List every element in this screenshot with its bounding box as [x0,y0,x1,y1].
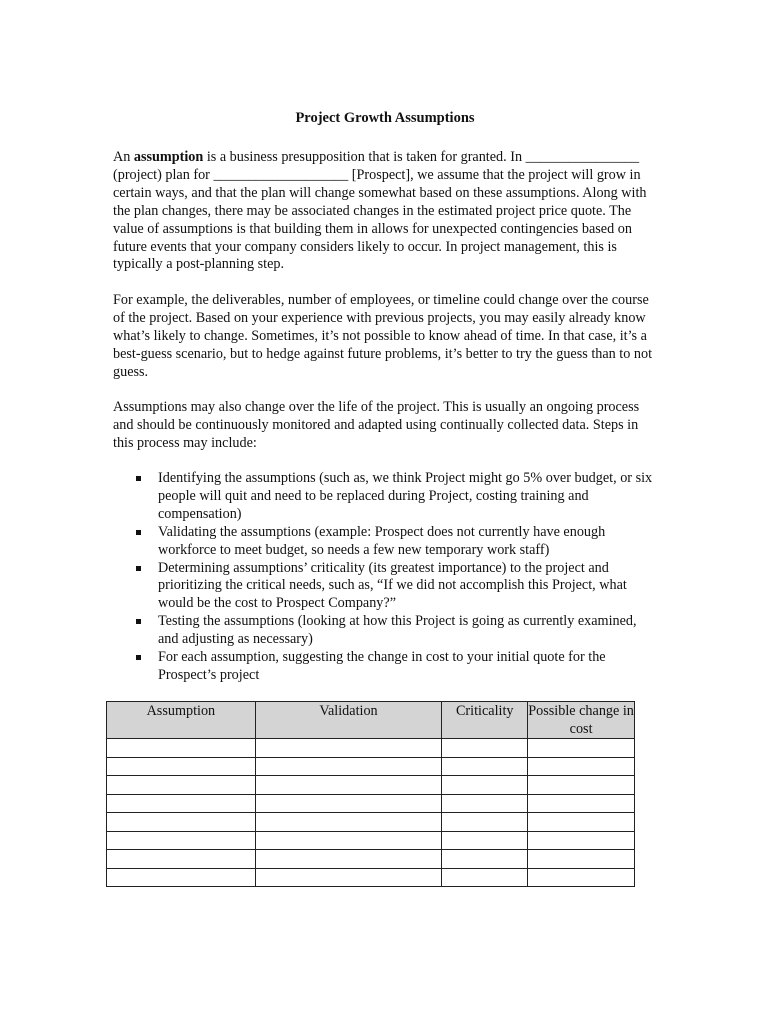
table-cell[interactable] [107,868,256,887]
table-row [107,850,635,869]
table-cell[interactable] [528,831,635,850]
table-cell[interactable] [442,813,528,832]
list-item [113,524,658,560]
table-cell[interactable] [255,850,442,869]
table-cell[interactable] [107,831,256,850]
table-cell[interactable] [107,850,256,869]
table-cell[interactable] [255,776,442,795]
table-header-row [107,702,635,739]
list-item [113,613,658,649]
list-item [113,649,658,685]
example-paragraph-text: For example, the deliverables, number of employees, or timeline could change over the course of the project. Based on your experience with previous projects, you may easily already know what’s likely to change. Sometimes, it’s not possible to know ahead of time. In that case, it’s a best-guess scenario, but to hedge against future problems, it’s better to try the guess than to not guess. [113,292,653,380]
step-text: Testing the assumptions (looking at how this Project is going as currently examined, and adjusting as necessary) [158,613,637,648]
square-bullet-icon [136,655,141,660]
table-cell[interactable] [255,739,442,758]
list-item [113,560,658,614]
square-bullet-icon [136,619,141,624]
table-cell[interactable] [255,831,442,850]
list-item [113,470,658,524]
table-cell[interactable] [107,757,256,776]
assumptions-table [106,701,635,887]
square-bullet-icon [136,566,141,571]
table-cell[interactable] [442,739,528,758]
table-cell[interactable] [442,850,528,869]
example-paragraph [113,292,658,382]
step-text: For each assumption, suggesting the change in cost to your initial quote for the Prospect’s project [158,649,606,683]
table-cell[interactable] [255,868,442,887]
table-cell[interactable] [442,794,528,813]
table-row [107,739,635,758]
table-cell[interactable] [107,776,256,795]
table-cell[interactable] [107,794,256,813]
table-cell[interactable] [107,813,256,832]
table-cell[interactable] [528,850,635,869]
table-cell[interactable] [107,739,256,758]
steps-list [113,470,658,685]
table-cell[interactable] [528,868,635,887]
table-cell[interactable] [528,794,635,813]
table-cell[interactable] [528,776,635,795]
table-row [107,868,635,887]
table-cell[interactable] [442,868,528,887]
table-cell[interactable] [442,757,528,776]
square-bullet-icon [136,530,141,535]
table-cell[interactable] [255,794,442,813]
table-cell[interactable] [442,776,528,795]
assumption-term: assumption [133,149,204,165]
header-criticality: Criticality [442,702,528,739]
step-text: Validating the assumptions (example: Prospect does not currently have enough workforce to meet budget, so needs a few new temporary work staff) [158,523,606,558]
header-validation: Validation [255,702,442,739]
document-title: Project Growth Assumptions [295,110,475,126]
table-cell[interactable] [255,813,442,832]
intro-paragraph [113,149,658,274]
table-cell[interactable] [528,757,635,776]
intro-lead: An [113,149,134,165]
process-paragraph [113,399,658,453]
table-row [107,776,635,795]
step-text: Identifying the assumptions (such as, we think Project might go 5% over budget, or six people will quit and need to be replaced during Project, costing training and compensation) [158,470,653,522]
table-cell[interactable] [528,813,635,832]
header-assumption: Assumption [107,702,256,739]
process-paragraph-text: Assumptions may also change over the life of the project. This is usually an ongoing process and should be continuously monitored and adapted using continually collected data. Steps in this process may include: [113,399,640,451]
step-text: Determining assumptions’ criticality (its greatest importance) to the project and prioritizing the critical needs, such as, “If we did not accomplish this Project, what would be the cost to Prospect Company?” [158,559,627,612]
table-row [107,794,635,813]
table-cell[interactable] [528,739,635,758]
table-cell[interactable] [442,831,528,850]
square-bullet-icon [136,476,141,481]
header-possible-change-in-cost: Possible change in cost [528,703,634,737]
table-row [107,813,635,832]
table-row [107,831,635,850]
intro-rest: is a business presupposition that is taken for granted. In ________________ (project) plan for ___________________ [Prospect], we assume that the project will grow in certain ways, and that the plan will change somewhat based on these assumptions. Along with the plan changes, there may be associated changes in the estimated project price quote. The value of assumptions is that building them in allows for unexpected contingencies based on future events that your company considers likely to occur. In project management, this is typically a post-planning step. [113,149,647,273]
table-row [107,757,635,776]
table-cell[interactable] [255,757,442,776]
